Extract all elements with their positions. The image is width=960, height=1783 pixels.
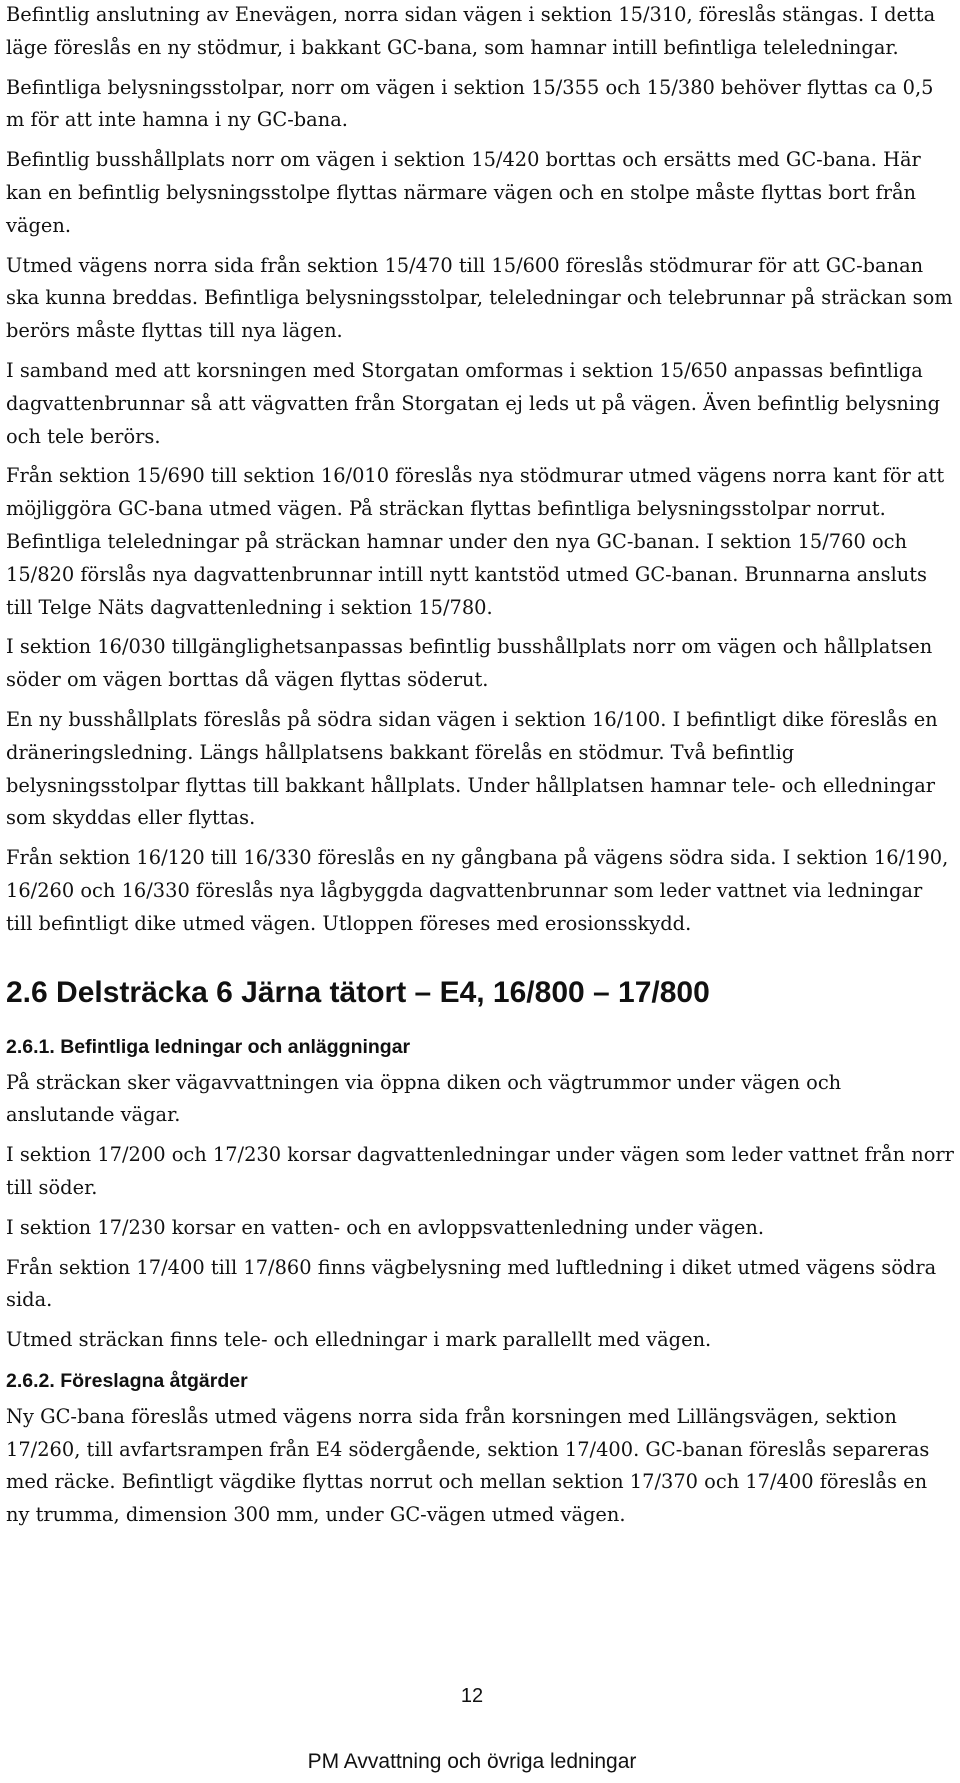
- paragraph-stodmurar-470: Utmed vägens norra sida från sektion 15/470 till 15/600 föreslås stödmurar för att GC-banan ska kunna breddas. Befintliga belysningsstolpar, teleledningar och telebrunnar på sträckan som berörs måste flyttas till nya lägen.: [6, 253, 953, 343]
- paragraph-enevagen: Befintlig anslutning av Enevägen, norra sidan vägen i sektion 15/310, föreslås stängas. I detta läge föreslås en ny stödmur, i bakkant GC-bana, som hamnar intill befintliga teleledningar.: [6, 3, 936, 59]
- paragraph-stodmurar-690: Från sektion 15/690 till sektion 16/010 föreslås nya stödmurar utmed vägens norra kant för att möjliggöra GC-bana utmed vägen. På sträckan flyttas befintliga belysningsstolpar norrut. Befintliga teleledningar på sträckan hamnar under den nya GC-banan. I sektion 15/760 och 15/820 förslås nya dagvattenbrunnar intill nytt kantstöd utmed GC-banan. Brunnarna ansluts till Telge Näts dagvattenledning i sektion 15/780.: [6, 464, 945, 619]
- paragraph-vagavvattning: På sträckan sker vägavvattningen via öppna diken och vägtrummor under vägen och anslutande vägar.: [6, 1070, 842, 1127]
- paragraph-dagvattenledningar: I sektion 17/200 och 17/230 korsar dagvattenledningar under vägen som leder vattnet från norr till söder.: [6, 1143, 954, 1199]
- paragraph-vagbelysning: Från sektion 17/400 till 17/860 finns vägbelysning med luftledning i diket utmed vägens södra sida.: [6, 1255, 937, 1312]
- paragraph-storgatan: I samband med att korsningen med Storgatan omformas i sektion 15/650 anpassas befintliga dagvattenbrunnar så att vägvatten från Storgatan ej leds ut på vägen. Även befintlig belysning och tele berörs.: [6, 358, 941, 448]
- paragraph-belysningsstolpar-355: Befintliga belysningsstolpar, norr om vägen i sektion 15/355 och 15/380 behöver flyttas ca 0,5 m för att inte hamna i ny GC-bana.: [6, 75, 934, 132]
- section-heading: 2.6 Delsträcka 6 Järna tätort – E4, 16/800 – 17/800: [6, 975, 710, 1009]
- paragraph-busshallplats-420: Befintlig busshållplats norr om vägen i sektion 15/420 borttas och ersätts med GC-bana. Här kan en befintlig belysningsstolpe flyttas närmare vägen och en stolpe måste flyttas bort från vägen.: [6, 148, 921, 237]
- paragraph-ny-busshallplats: En ny busshållplats föreslås på södra sidan vägen i sektion 16/100. I befintligt dike föreslås en dräneringsledning. Längs hållplatsens bakkant förelås en stödmur. Två befintlig belysningsstolpar flyttas till bakkant hållplats. Under hållplatsen hamnar tele- och elledningar som skyddas eller flyttas.: [6, 707, 938, 830]
- document-body: [6, 0, 954, 1539]
- paragraph-gangbana: Från sektion 16/120 till 16/330 föreslås en ny gångbana på vägens södra sida. I sektion 16/190, 16/260 och 16/330 föreslås nya lågbyggda dagvattenbrunnar som leder vattnet via ledningar till befintligt dike utmed vägen. Utloppen föreses med erosionsskydd.: [6, 846, 949, 935]
- page-number: 12: [460, 1685, 484, 1707]
- paragraph-ny-gc-bana: Ny GC-bana föreslås utmed vägens norra sida från korsningen med Lillängsvägen, sektion 17/260, till avfartsrampen från E4 södergående, sektion 17/400. GC-banan föreslås separeras med räcke. Befintligt vägdike flyttas norrut och mellan sektion 17/370 och 17/400 föreslås en ny trumma, dimension 300 mm, under GC-vägen utmed vägen.: [6, 1404, 930, 1527]
- paragraph-tele-el: Utmed sträckan finns tele- och elledningar i mark parallellt med vägen.: [6, 1328, 712, 1352]
- paragraph-vatten-avlopp: I sektion 17/230 korsar en vatten- och en avloppsvattenledning under vägen.: [6, 1215, 764, 1239]
- subsection-heading-existing: 2.6.1. Befintliga ledningar och anläggningar: [6, 1035, 411, 1058]
- paragraph-busshallplats-030: I sektion 16/030 tillgänglighetsanpassas befintlig busshållplats norr om vägen och hållplatsen söder om vägen borttas då vägen flyttas söderut.: [6, 635, 933, 692]
- subsection-heading-proposed: 2.6.2. Föreslagna åtgärder: [6, 1369, 248, 1392]
- footer-document-title: PM Avvattning och övriga ledningar: [307, 1750, 637, 1773]
